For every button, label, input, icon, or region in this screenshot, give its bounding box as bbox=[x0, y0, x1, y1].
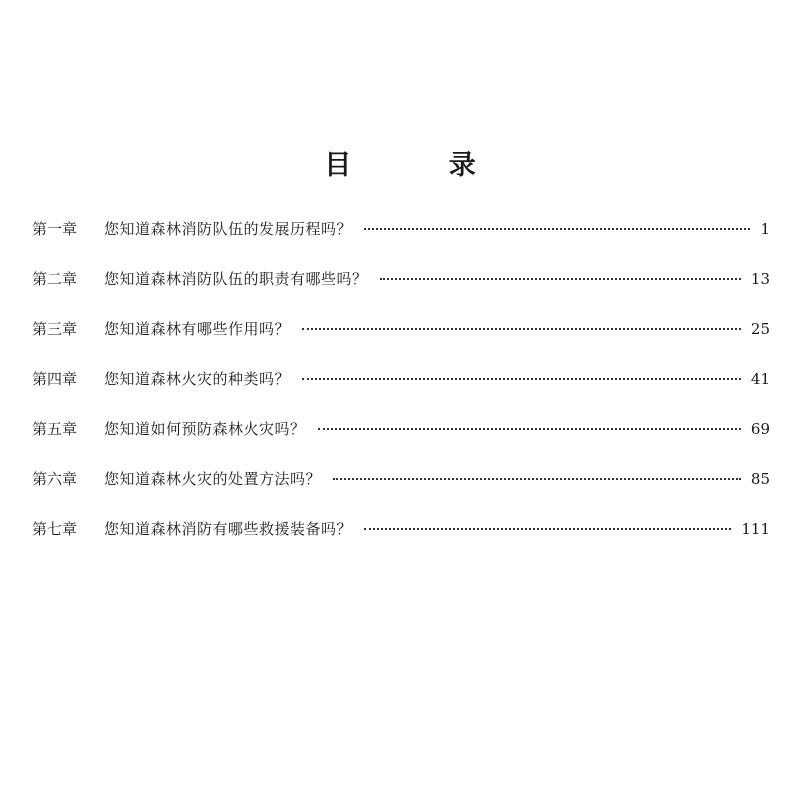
dot-leader bbox=[318, 428, 741, 430]
chapter-label: 第一章 bbox=[32, 220, 78, 238]
chapter-label: 第七章 bbox=[32, 520, 78, 538]
chapter-label: 第二章 bbox=[32, 270, 78, 288]
page-number: 85 bbox=[750, 470, 770, 488]
chapter-heading: 您知道森林火灾的处置方法吗？ bbox=[104, 470, 322, 488]
toc-entry-1 bbox=[32, 218, 770, 268]
page-number: 13 bbox=[750, 270, 770, 288]
chapter-heading: 您知道森林火灾的种类吗？ bbox=[104, 370, 291, 388]
page-number: 111 bbox=[741, 520, 770, 538]
table-of-contents bbox=[32, 218, 770, 568]
page-title: 目 录 bbox=[324, 150, 520, 181]
page-number: 1 bbox=[760, 220, 770, 238]
toc-entry-6 bbox=[32, 468, 770, 518]
chapter-label: 第四章 bbox=[32, 370, 78, 388]
chapter-heading: 您知道森林消防队伍的职责有哪些吗？ bbox=[104, 270, 368, 288]
dot-leader bbox=[380, 278, 741, 280]
chapter-heading: 您知道森林消防有哪些救援装备吗？ bbox=[104, 520, 353, 538]
chapter-heading: 您知道如何预防森林火灾吗？ bbox=[104, 420, 306, 438]
toc-entry-3 bbox=[32, 318, 770, 368]
dot-leader bbox=[302, 378, 741, 380]
page-number: 41 bbox=[750, 370, 770, 388]
toc-entry-4 bbox=[32, 368, 770, 418]
chapter-label: 第六章 bbox=[32, 470, 78, 488]
toc-entry-2 bbox=[32, 268, 770, 318]
page-number: 25 bbox=[750, 320, 770, 338]
dot-leader bbox=[333, 478, 741, 480]
chapter-heading: 您知道森林消防队伍的发展历程吗？ bbox=[104, 220, 353, 238]
page-number: 69 bbox=[750, 420, 770, 438]
toc-entry-5 bbox=[32, 418, 770, 468]
toc-entry-7 bbox=[32, 518, 770, 568]
dot-leader bbox=[364, 528, 731, 530]
chapter-label: 第三章 bbox=[32, 320, 78, 338]
dot-leader bbox=[302, 328, 741, 330]
chapter-label: 第五章 bbox=[32, 420, 78, 438]
chapter-heading: 您知道森林有哪些作用吗？ bbox=[104, 320, 291, 338]
dot-leader bbox=[364, 228, 750, 230]
